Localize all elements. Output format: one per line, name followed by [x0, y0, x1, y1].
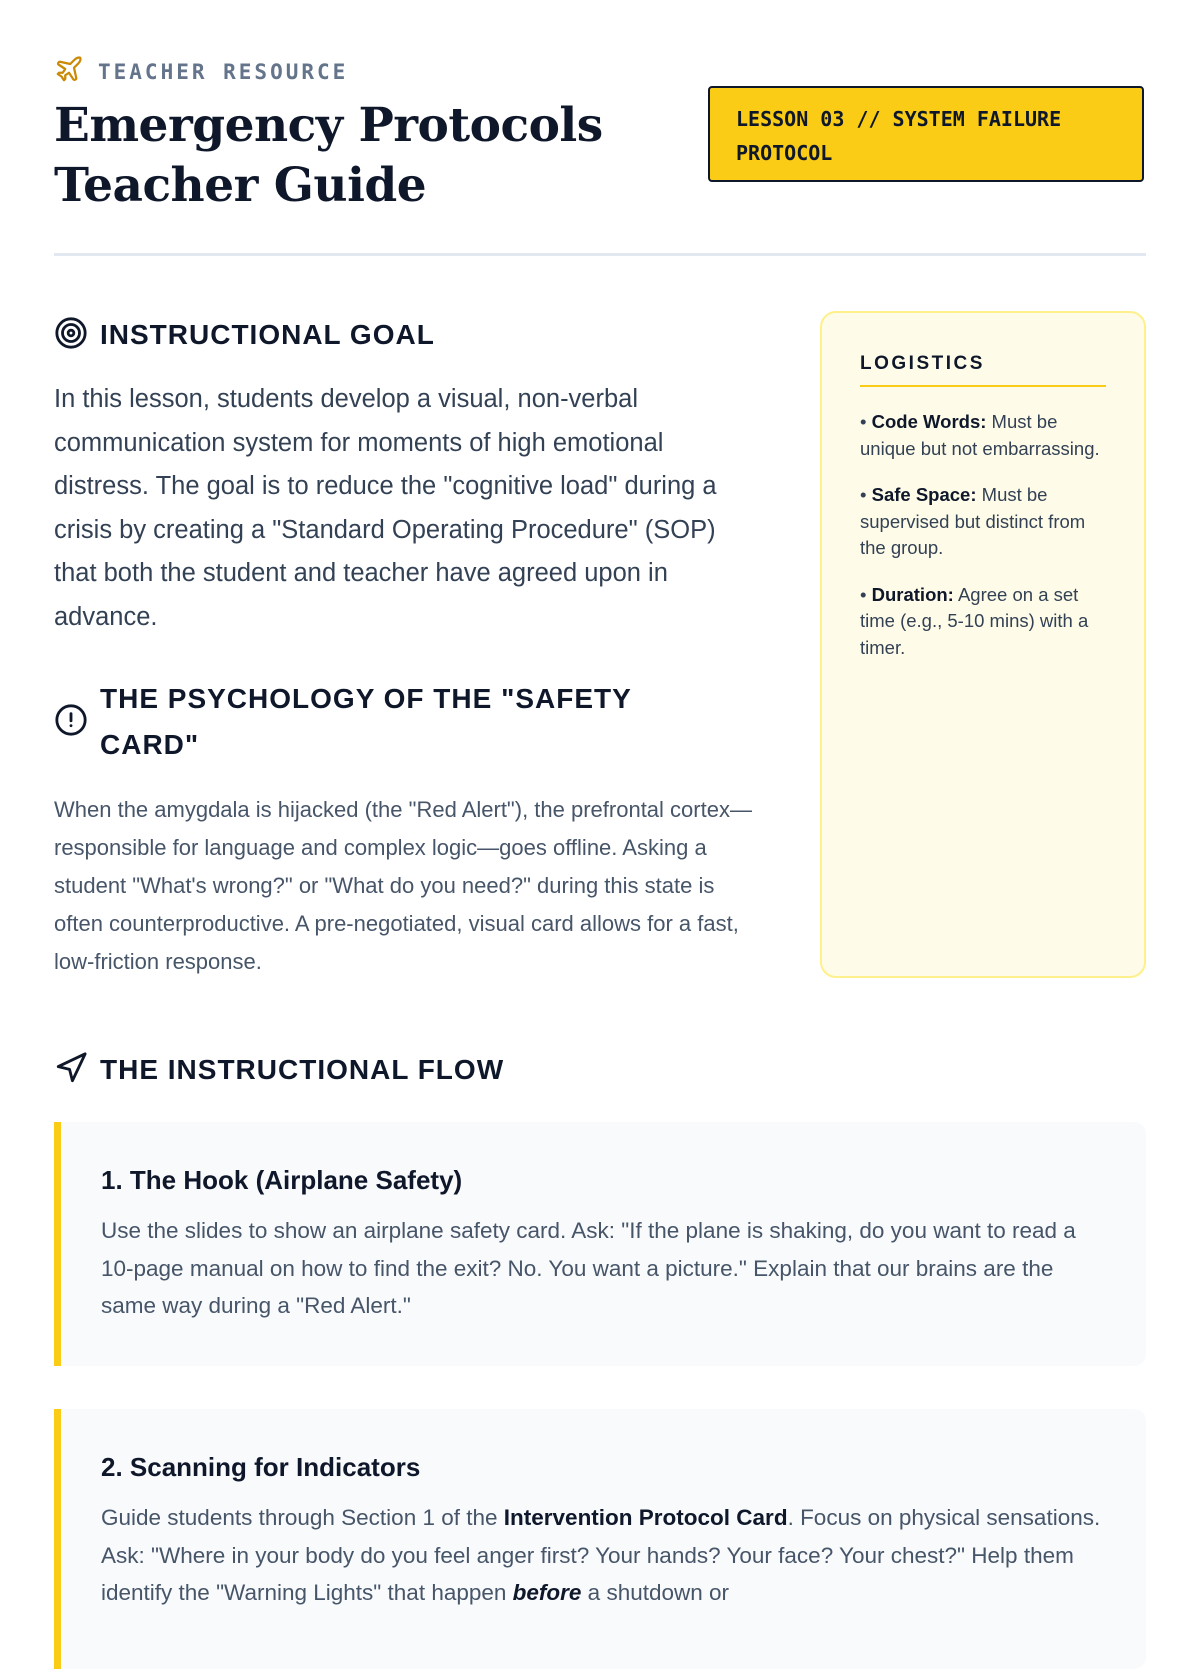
target-icon [54, 316, 88, 355]
logistics-item-text: Agree on a set time (e.g., 5-10 mins) with a timer. [860, 583, 1089, 658]
flow-step-2 [54, 1409, 1146, 1669]
alert-circle-icon [54, 703, 88, 742]
page-title: Emergency Protocols Teacher Guide [54, 98, 603, 213]
psychology-text: When the amygdala is hijacked (the "Red Alert"), the prefrontal cortex—responsible for language and complex logic—goes offline. Asking a student "What's wrong?" or "What do you need?" during this state is often counterproductive. A pre-negotiated, visual card allows for a fast, low-friction response. [54, 797, 752, 974]
logistics-title: LOGISTICS [860, 353, 1106, 387]
goal-heading [54, 312, 435, 358]
flow-step-1 [54, 1122, 1146, 1366]
header-divider [54, 253, 1146, 256]
step-title: 2. Scanning for Indicators [101, 1452, 421, 1482]
step-text-part: . Focus on physical sensations. Ask: "Where in your body do you feel anger first? Your hands? Your face? Your chest?" Help them identify the "Warning Lights" that happen [101, 1505, 1101, 1605]
step-text-part: a shutdown or [581, 1580, 730, 1605]
flow-title: THE INSTRUCTIONAL FLOW [100, 1054, 505, 1085]
goal-title: INSTRUCTIONAL GOAL [100, 319, 435, 350]
send-icon [54, 1051, 88, 1090]
step-text: Use the slides to show an airplane safety card. Ask: "If the plane is shaking, do you want to read a 10-page manual on how to find the exit? No. You want a picture." Explain that our brains are the same way during a "Red Alert." [101, 1218, 1076, 1318]
step-text-part: Guide students through Section 1 of the [101, 1505, 504, 1530]
step-text-italic: before [512, 1580, 582, 1605]
flow-heading [54, 1047, 504, 1093]
logistics-item-duration: • Duration: Agree on a set time (e.g., 5-10 mins) with a timer. [860, 583, 1089, 658]
step-text-bold: Intervention Protocol Card [503, 1505, 788, 1530]
logistics-item-code-words: • Code Words: Must be unique but not embarrassing. [860, 411, 1100, 459]
logistics-item-text: Must be unique but not embarrassing. [860, 411, 1100, 459]
goal-text: In this lesson, students develop a visual, non-verbal communication system for moments of high emotional distress. The goal is to reduce the "cognitive load" during a crisis by creating a "Standard Operating Procedure" (SOP) that both the student and teacher have agreed upon in advance. [54, 385, 717, 631]
lesson-badge: LESSON 03 // SYSTEM FAILURE PROTOCOL [708, 86, 1144, 182]
logistics-item-safe-space: • Safe Space: Must be supervised but distinct from the group. [860, 484, 1086, 558]
eyebrow [54, 54, 348, 89]
step-title: 1. The Hook (Airplane Safety) [101, 1165, 463, 1195]
logistics-item-label: Safe Space: [871, 484, 977, 505]
logistics-item-label: Duration: [871, 583, 954, 605]
eyebrow-label: TEACHER RESOURCE [98, 59, 349, 84]
logistics-item-text: Must be supervised but distinct from the group. [860, 484, 1086, 558]
psychology-heading [54, 676, 700, 768]
logistics-panel [820, 311, 1146, 978]
step-text [101, 1499, 1106, 1612]
psychology-title: THE PSYCHOLOGY OF THE "SAFETY CARD" [100, 683, 632, 760]
logistics-item-label: Code Words: [871, 411, 987, 432]
airplane-icon [54, 54, 84, 89]
